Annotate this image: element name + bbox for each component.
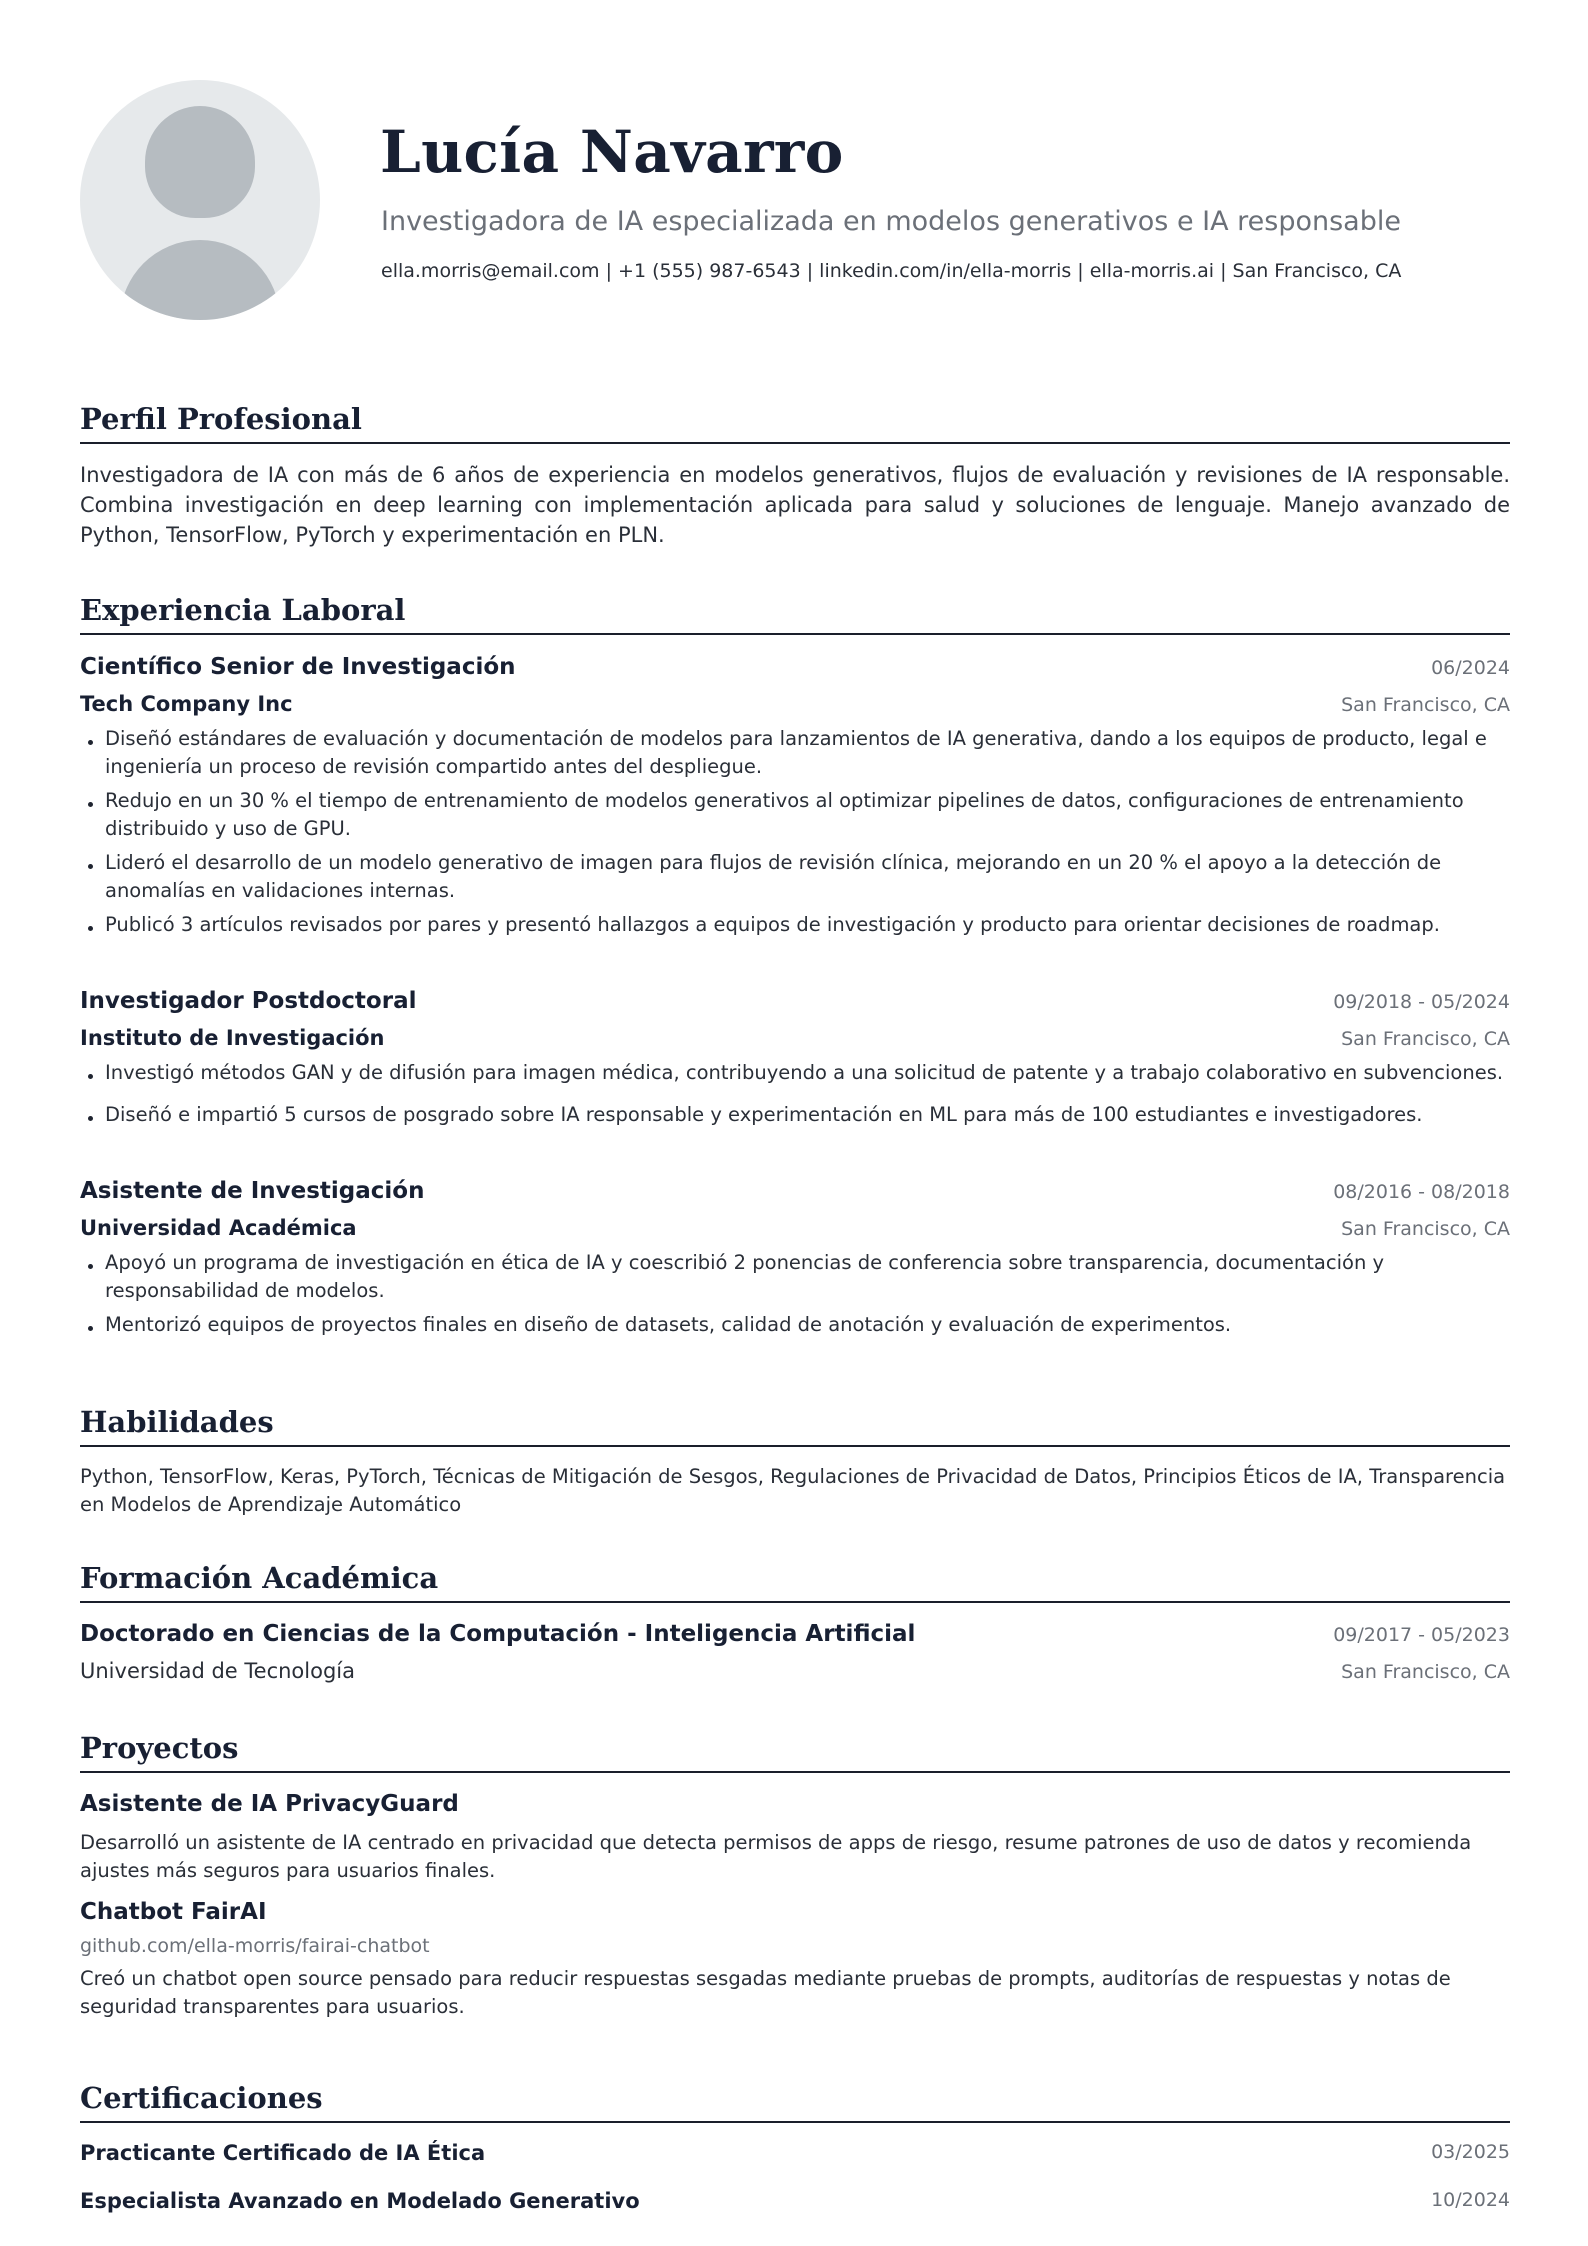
job-location: San Francisco, CA [1341,1218,1510,1240]
project-title: Chatbot FairAI [80,1899,267,1925]
job-company: Instituto de Investigación [80,1026,385,1050]
project-description: Desarrolló un asistente de IA centrado en privacidad que detecta permisos de apps de riesgo, resume patrones de uso de datos y recomienda ajustes más seguros para usuarios finales. [80,1831,1472,1882]
candidate-name: Lucía Navarro [380,118,844,186]
job-date: 08/2016 - 08/2018 [1333,1181,1510,1203]
section-title: Formación Académica [80,1561,1510,1603]
profile-section [80,402,1510,550]
list-item: Apoyó un programa de investigación en ética de IA y coescribió 2 ponencias de conferencia sobre transparencia, documentación y responsabilidad de modelos. [80,1249,1510,1305]
project-title: Asistente de IA PrivacyGuard [80,1791,459,1817]
job-entry [80,988,1510,1135]
experience-section [80,593,1510,635]
list-item: Redujo en un 30 % el tiempo de entrenamiento de modelos generativos al optimizar pipelines de datos, configuraciones de entrenamiento distribuido y uso de GPU. [80,787,1510,843]
school-name: Universidad de Tecnología [80,1659,355,1683]
certification-date: 03/2025 [1431,2141,1510,2163]
section-title: Habilidades [80,1405,1510,1447]
certification-date: 10/2024 [1431,2189,1510,2211]
job-title: Asistente de Investigación [80,1178,425,1204]
job-entry [80,654,1510,945]
avatar [80,80,320,320]
certification-name: Especialista Avanzado en Modelado Generativo [80,2189,640,2213]
job-bullets [80,725,1510,939]
job-entry [80,1178,1510,1345]
degree-title: Doctorado en Ciencias de la Computación - Inteligencia Artificial [80,1621,916,1647]
candidate-headline: Investigadora de IA especializada en modelos generativos e IA responsable [381,206,1401,237]
skills-section [80,1405,1510,1519]
certifications-section [80,2081,1510,2227]
job-company: Universidad Académica [80,1216,357,1240]
section-title: Proyectos [80,1731,1510,1773]
education-date: 09/2017 - 05/2023 [1333,1624,1510,1646]
list-item: Diseñó e impartió 5 cursos de posgrado sobre IA responsable y experimentación en ML para más de 100 estudiantes e investigadores. [80,1101,1510,1129]
section-title: Certificaciones [80,2081,1510,2123]
job-bullets [80,1059,1510,1129]
section-title: Experiencia Laboral [80,593,1510,635]
job-title: Científico Senior de Investigación [80,654,516,680]
avatar-shoulders [120,240,280,320]
job-date: 09/2018 - 05/2024 [1333,991,1510,1013]
skills-text: Python, TensorFlow, Keras, PyTorch, Técnicas de Mitigación de Sesgos, Regulaciones de Privacidad de Datos, Principios Éticos de IA, Transparencia en Modelos de Aprendizaje Automático [80,1465,1506,1516]
avatar-head [145,106,255,218]
certification-name: Practicante Certificado de IA Ética [80,2141,486,2165]
contact-line: ella.morris@email.com | +1 (555) 987-6543 | linkedin.com/in/ella-morris | ella-morris.ai | San Francisco, CA [381,260,1402,282]
list-item: Lideró el desarrollo de un modelo generativo de imagen para flujos de revisión clínica, mejorando en un 20 % el apoyo a la detección de anomalías en validaciones internas. [80,849,1510,905]
job-location: San Francisco, CA [1341,1028,1510,1050]
list-item: Publicó 3 artículos revisados por pares y presentó hallazgos a equipos de investigación y producto para orientar decisiones de roadmap. [80,911,1510,939]
project-description: Creó un chatbot open source pensado para reducir respuestas sesgadas mediante pruebas de prompts, auditorías de respuestas y notas de seguridad transparentes para usuarios. [80,1967,1451,2018]
school-location: San Francisco, CA [1341,1661,1510,1683]
profile-text: Investigadora de IA con más de 6 años de experiencia en modelos generativos, flujos de evaluación y revisiones de IA responsable. Combina investigación en deep learning con implementación aplicada para salud y soluciones de lenguaje. Manejo avanzado de Python, TensorFlow, PyTorch y experimentación en PLN. [80,463,1510,547]
section-title: Perfil Profesional [80,402,1510,444]
job-location: San Francisco, CA [1341,694,1510,716]
job-date: 06/2024 [1431,657,1510,679]
job-bullets [80,1249,1510,1339]
project-link[interactable]: github.com/ella-morris/fairai-chatbot [80,1935,430,1957]
job-company: Tech Company Inc [80,692,293,716]
list-item: Investigó métodos GAN y de difusión para imagen médica, contribuyendo a una solicitud de patente y a trabajo colaborativo en subvenciones. [80,1059,1510,1087]
list-item: Mentorizó equipos de proyectos finales en diseño de datasets, calidad de anotación y evaluación de experimentos. [80,1311,1510,1339]
education-section [80,1561,1510,1697]
list-item: Diseñó estándares de evaluación y documentación de modelos para lanzamientos de IA generativa, dando a los equipos de producto, legal e ingeniería un proceso de revisión compartido antes del despliegue. [80,725,1510,781]
projects-section [80,1731,1510,2021]
job-title: Investigador Postdoctoral [80,988,417,1014]
